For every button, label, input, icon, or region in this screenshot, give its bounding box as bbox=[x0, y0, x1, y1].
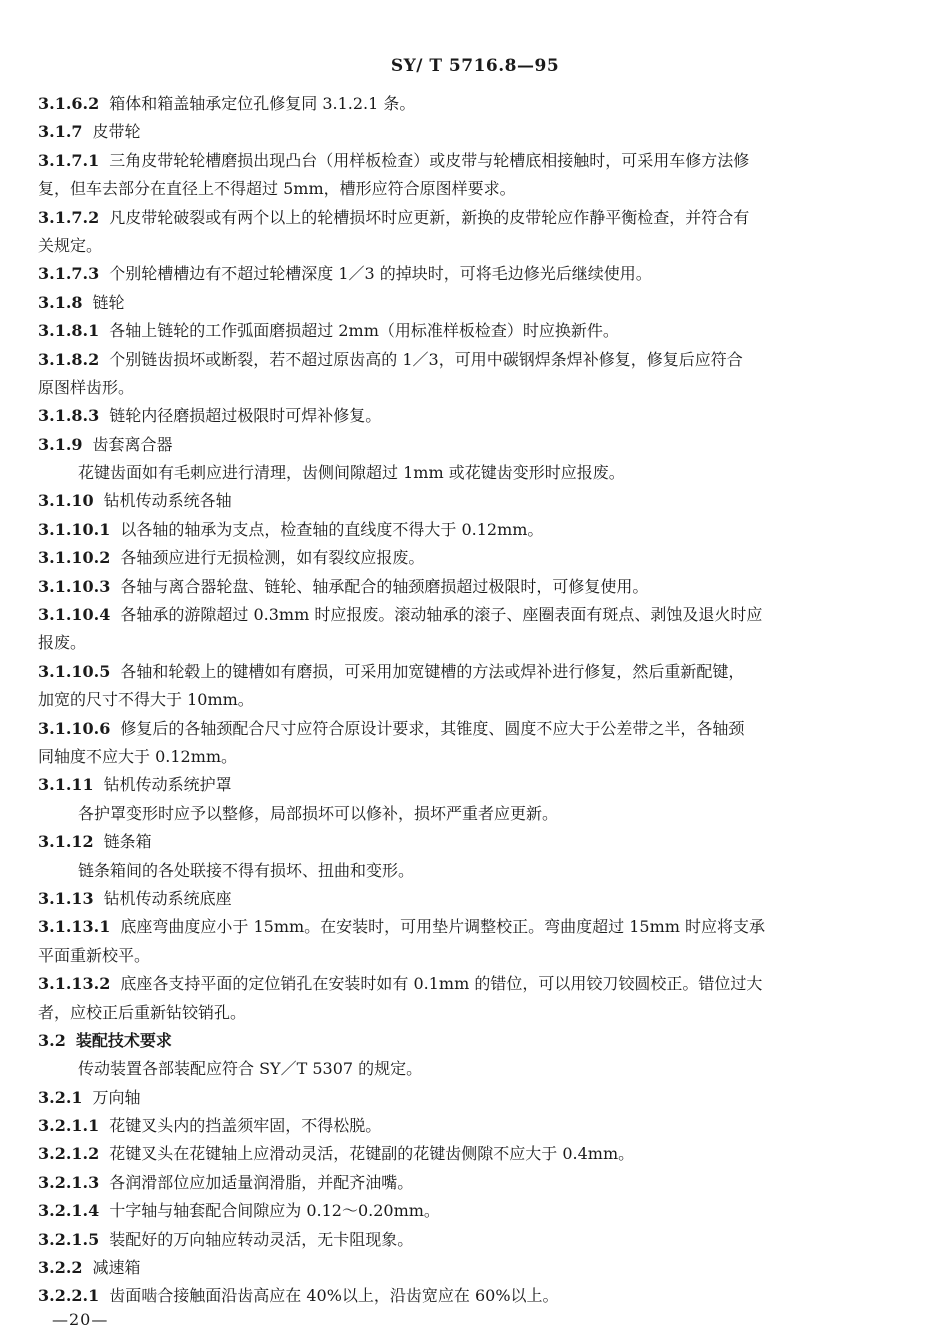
continuation-line bbox=[38, 175, 890, 203]
clause-number: 3.1.10.1 bbox=[38, 519, 111, 539]
continuation-line bbox=[38, 743, 890, 771]
standard-code-header: SY/ T 5716.8—95 bbox=[390, 56, 560, 76]
clause-line bbox=[38, 317, 890, 345]
clause-line bbox=[38, 1197, 890, 1225]
clause-line bbox=[38, 771, 890, 799]
clause-text: 齿套离合器 bbox=[92, 434, 173, 454]
clause-number: 3.1.10 bbox=[38, 491, 94, 511]
clause-line bbox=[38, 118, 890, 146]
clause-text: 底座弯曲度应小于 15mm。在安装时，可用垫片调整校正。弯曲度超过 15mm 时应将支承 bbox=[120, 917, 766, 937]
clause-text: 加宽的尺寸不得大于 10mm。 bbox=[38, 690, 254, 710]
clause-text: 传动装置各部装配应符合 SY／T 5307 的规定。 bbox=[78, 1059, 423, 1079]
clause-text: 原图样齿形。 bbox=[38, 377, 135, 397]
clause-number: 3.1.10.2 bbox=[38, 548, 111, 568]
clause-text: 链条箱间的各处联接不得有损坏、扭曲和变形。 bbox=[78, 860, 415, 880]
clause-text: 复，但车去部分在直径上不得超过 5mm，槽形应符合原图样要求。 bbox=[38, 179, 516, 199]
clause-line bbox=[38, 1169, 890, 1197]
clause-text: 减速箱 bbox=[92, 1258, 141, 1278]
clause-text: 花键叉头在花键轴上应滑动灵活，花键副的花键齿侧隙不应大于 0.4mm。 bbox=[109, 1144, 635, 1164]
continuation-line bbox=[38, 374, 890, 402]
clause-number: 3.2.1.3 bbox=[38, 1172, 100, 1192]
clause-text: 以各轴的轴承为支点，检查轴的直线度不得大于 0.12mm。 bbox=[120, 519, 544, 539]
clause-text: 修复后的各轴颈配合尺寸应符合原设计要求，其锥度、圆度不应大于公差带之半，各轴颈 bbox=[120, 718, 745, 738]
clause-number: 3.2.1.5 bbox=[38, 1229, 100, 1249]
clause-number: 3.2.1 bbox=[38, 1087, 83, 1107]
clause-line bbox=[38, 289, 890, 317]
clause-line bbox=[38, 204, 890, 232]
clause-number: 3.1.13.2 bbox=[38, 974, 111, 994]
clause-line bbox=[38, 1140, 890, 1168]
clause-text: 花键叉头内的挡盖须牢固，不得松脱。 bbox=[109, 1116, 382, 1136]
clause-line bbox=[38, 544, 890, 572]
clause-number: 3.2 bbox=[38, 1030, 66, 1050]
clause-number: 3.1.7.1 bbox=[38, 150, 100, 170]
clause-line bbox=[38, 260, 890, 288]
clause-number: 3.1.8.2 bbox=[38, 349, 100, 369]
clause-number: 3.1.13.1 bbox=[38, 917, 111, 937]
clause-number: 3.2.2.1 bbox=[38, 1286, 100, 1306]
clause-number: 3.1.10.3 bbox=[38, 576, 111, 596]
clause-line bbox=[38, 1282, 890, 1310]
clause-number: 3.1.8 bbox=[38, 292, 83, 312]
clause-text: 各润滑部位应加适量润滑脂，并配齐油嘴。 bbox=[109, 1172, 414, 1192]
clause-line bbox=[38, 431, 890, 459]
clause-text: 关规定。 bbox=[38, 235, 103, 255]
clause-line bbox=[38, 516, 890, 544]
clause-line bbox=[38, 715, 890, 743]
clause-line bbox=[38, 402, 890, 430]
clause-line bbox=[38, 1112, 890, 1140]
clause-number: 3.1.7.2 bbox=[38, 207, 100, 227]
clause-text: 链轮 bbox=[92, 292, 125, 312]
clause-text: 箱体和箱盖轴承定位孔修复同 3.1.2.1 条。 bbox=[109, 94, 416, 113]
clause-text: 装配好的万向轴应转动灵活，无卡阻现象。 bbox=[109, 1229, 414, 1249]
clause-number: 3.2.1.4 bbox=[38, 1201, 100, 1221]
clause-line bbox=[38, 346, 890, 374]
continuation-line bbox=[38, 232, 890, 260]
continuation-line bbox=[38, 942, 890, 970]
clause-text: 十字轴与轴套配合间隙应为 0.12～0.20mm。 bbox=[109, 1201, 440, 1221]
clause-text: 报废。 bbox=[38, 633, 87, 653]
clause-text: 花键齿面如有毛刺应进行清理，齿侧间隙超过 1mm 或花键齿变形时应报废。 bbox=[78, 463, 625, 483]
continuation-line bbox=[38, 459, 890, 487]
clause-text: 各轴颈应进行无损检测，如有裂纹应报废。 bbox=[120, 548, 425, 568]
page-number: —20— bbox=[52, 1310, 109, 1329]
clause-line bbox=[38, 1027, 890, 1055]
clause-number: 3.2.2 bbox=[38, 1258, 83, 1278]
clause-text: 同轴度不应大于 0.12mm。 bbox=[38, 746, 238, 766]
clause-line bbox=[38, 1226, 890, 1254]
clause-text: 皮带轮 bbox=[92, 122, 141, 142]
clause-text: 各轴上链轮的工作弧面磨损超过 2mm（用标准样板检查）时应换新件。 bbox=[109, 321, 619, 341]
clause-number: 3.1.13 bbox=[38, 888, 94, 908]
clause-number: 3.1.10.6 bbox=[38, 718, 111, 738]
clause-number: 3.1.10.5 bbox=[38, 661, 111, 681]
clause-text: 个别轮槽槽边有不超过轮槽深度 1／3 的掉块时，可将毛边修光后继续使用。 bbox=[109, 264, 652, 284]
clause-text: 钻机传动系统底座 bbox=[103, 888, 232, 908]
continuation-line bbox=[38, 800, 890, 828]
clause-number: 3.1.7 bbox=[38, 122, 83, 142]
clause-text: 各轴和轮毂上的键槽如有磨损，可采用加宽键槽的方法或焊补进行修复，然后重新配键， bbox=[120, 661, 745, 681]
clause-line bbox=[38, 1254, 890, 1282]
clause-number: 3.1.6.2 bbox=[38, 94, 100, 113]
clause-line bbox=[38, 1084, 890, 1112]
clause-text: 平面重新校平。 bbox=[38, 945, 151, 965]
clause-text: 钻机传动系统护罩 bbox=[103, 775, 232, 795]
clause-line bbox=[38, 487, 890, 515]
clause-number: 3.1.8.1 bbox=[38, 321, 100, 341]
clause-number: 3.1.8.3 bbox=[38, 406, 100, 426]
clause-text: 者，应校正后重新钻铰销孔。 bbox=[38, 1002, 247, 1022]
clause-number: 3.1.9 bbox=[38, 434, 83, 454]
continuation-line bbox=[38, 999, 890, 1027]
clause-text: 钻机传动系统各轴 bbox=[103, 491, 232, 511]
clause-line bbox=[38, 90, 890, 118]
clause-number: 3.2.1.2 bbox=[38, 1144, 100, 1164]
clause-text: 底座各支持平面的定位销孔在安装时如有 0.1mm 的错位，可以用铰刀铰圆校正。错位过大 bbox=[120, 974, 763, 994]
clause-text: 装配技术要求 bbox=[75, 1030, 172, 1050]
clause-number: 3.1.7.3 bbox=[38, 264, 100, 284]
clause-line bbox=[38, 828, 890, 856]
clause-text: 万向轴 bbox=[92, 1087, 141, 1107]
clause-line bbox=[38, 573, 890, 601]
clause-line bbox=[38, 885, 890, 913]
clause-line bbox=[38, 601, 890, 629]
clause-line bbox=[38, 970, 890, 998]
document-body bbox=[38, 90, 890, 1311]
clause-number: 3.1.11 bbox=[38, 775, 94, 795]
clause-line bbox=[38, 658, 890, 686]
continuation-line bbox=[38, 857, 890, 885]
clause-text: 凡皮带轮破裂或有两个以上的轮槽损坏时应更新，新换的皮带轮应作静平衡检查，并符合有 bbox=[109, 207, 750, 227]
clause-text: 各轴承的游隙超过 0.3mm 时应报废。滚动轴承的滚子、座圈表面有斑点、剥蚀及退火时应 bbox=[120, 605, 763, 625]
clause-text: 链条箱 bbox=[103, 832, 152, 852]
clause-text: 各护罩变形时应予以整修，局部损坏可以修补，损坏严重者应更新。 bbox=[78, 803, 559, 823]
clause-text: 各轴与离合器轮盘、链轮、轴承配合的轴颈磨损超过极限时，可修复使用。 bbox=[120, 576, 649, 596]
clause-text: 齿面啮合接触面沿齿高应在 40%以上，沿齿宽应在 60%以上。 bbox=[109, 1286, 559, 1306]
clause-number: 3.1.10.4 bbox=[38, 605, 111, 625]
clause-number: 3.2.1.1 bbox=[38, 1116, 100, 1136]
clause-number: 3.1.12 bbox=[38, 832, 94, 852]
continuation-line bbox=[38, 629, 890, 657]
continuation-line bbox=[38, 686, 890, 714]
clause-text: 链轮内径磨损超过极限时可焊补修复。 bbox=[109, 406, 382, 426]
clause-text: 个别链齿损坏或断裂，若不超过原齿高的 1／3，可用中碳钢焊条焊补修复，修复后应符合 bbox=[109, 349, 743, 369]
clause-line bbox=[38, 913, 890, 941]
clause-text: 三角皮带轮轮槽磨损出现凸台（用样板检查）或皮带与轮槽底相接触时，可采用车修方法修 bbox=[109, 150, 750, 170]
continuation-line bbox=[38, 1055, 890, 1083]
clause-line bbox=[38, 147, 890, 175]
